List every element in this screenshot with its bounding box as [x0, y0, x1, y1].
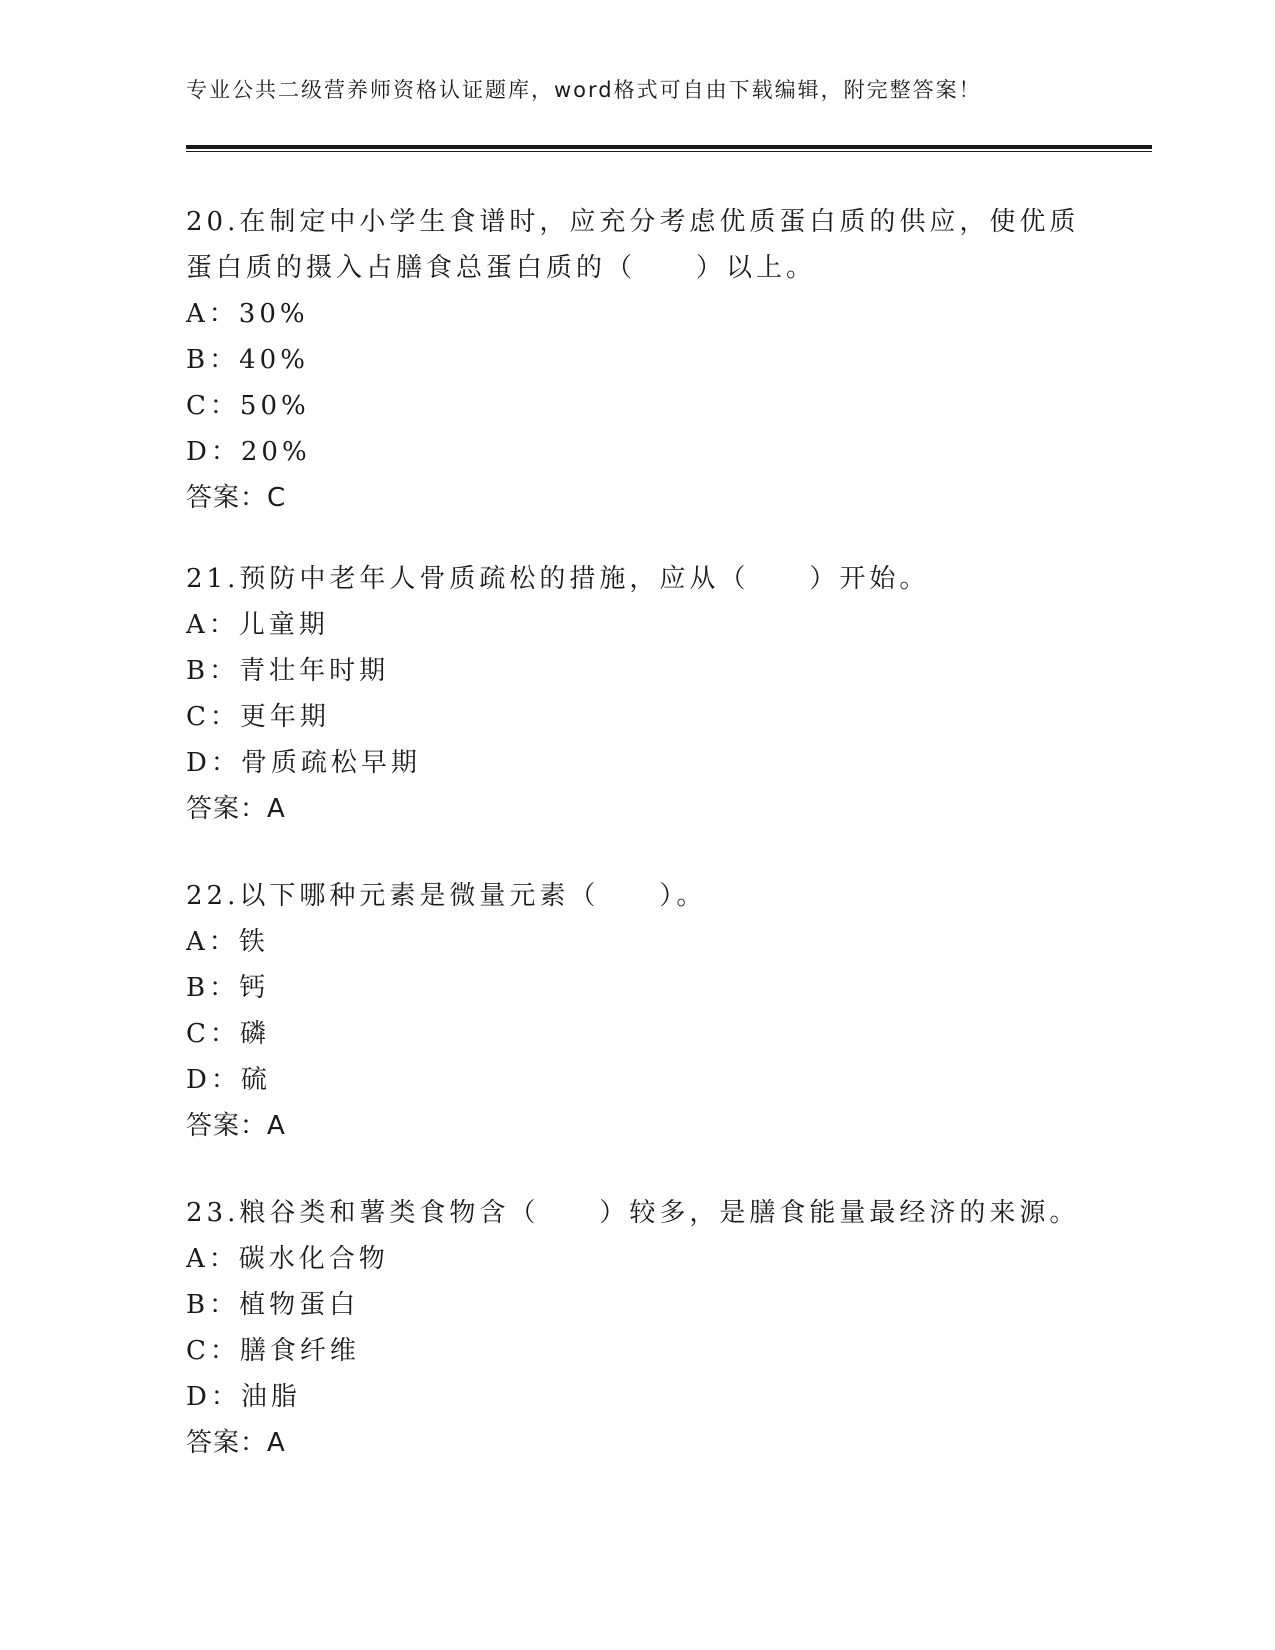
- option-letter: B：: [186, 345, 240, 375]
- option-d: [186, 740, 1086, 786]
- option-text: 油脂: [240, 1382, 301, 1412]
- option-letter: A：: [186, 927, 239, 957]
- option-a: [186, 291, 1086, 337]
- option-text: 碳水化合物: [238, 1244, 389, 1274]
- option-b: [186, 337, 1086, 383]
- header-divider-thick: [186, 145, 1152, 149]
- question-23: [186, 1190, 1086, 1466]
- answer-label: 答案：A: [186, 1428, 286, 1458]
- option-letter: B：: [186, 656, 240, 686]
- option-letter: A：: [186, 1244, 239, 1274]
- option-letter: D：: [186, 748, 241, 778]
- option-letter: B：: [186, 973, 240, 1003]
- option-a: [186, 1236, 1086, 1282]
- option-text: 膳食纤维: [239, 1336, 360, 1366]
- option-c: [186, 1328, 1086, 1374]
- question-22: [186, 873, 1086, 1149]
- option-text: 30%: [238, 299, 309, 329]
- option-b: [186, 1282, 1086, 1328]
- option-letter: A：: [186, 610, 239, 640]
- option-d: [186, 429, 1086, 475]
- option-letter: D：: [186, 1065, 241, 1095]
- option-letter: D：: [186, 437, 241, 467]
- option-letter: C：: [186, 702, 240, 732]
- option-d: [186, 1374, 1086, 1420]
- option-text: 骨质疏松早期: [240, 748, 421, 778]
- option-text: 磷: [239, 1019, 270, 1049]
- option-b: [186, 965, 1086, 1011]
- question-stem: 20.在制定中小学生食谱时，应充分考虑优质蛋白质的供应，使优质蛋白质的摄入占膳食总蛋白质的（ ）以上。: [186, 207, 1080, 283]
- header-divider-thin: [186, 151, 1152, 152]
- option-c: [186, 383, 1086, 429]
- question-stem: 21.预防中老年人骨质疏松的措施，应从（ ）开始。: [186, 564, 930, 594]
- option-d: [186, 1057, 1086, 1103]
- option-letter: A：: [186, 299, 239, 329]
- option-letter: C：: [186, 391, 240, 421]
- question-stem: 23.粮谷类和薯类食物含（ ）较多，是膳食能量最经济的来源。: [186, 1198, 1080, 1228]
- question-21: [186, 556, 1086, 832]
- option-b: [186, 648, 1086, 694]
- option-a: [186, 602, 1086, 648]
- option-text: 20%: [240, 437, 311, 467]
- option-text: 铁: [238, 927, 269, 957]
- answer-label: 答案：C: [186, 483, 287, 513]
- option-letter: D：: [186, 1382, 241, 1412]
- page-header-title: 专业公共二级营养师资格认证题库，word格式可自由下载编辑，附完整答案！: [186, 78, 982, 102]
- question-20: [186, 199, 1086, 521]
- option-text: 儿童期: [238, 610, 329, 640]
- option-letter: C：: [186, 1019, 240, 1049]
- option-text: 硫: [240, 1065, 271, 1095]
- option-text: 钙: [239, 973, 270, 1003]
- answer-label: 答案：A: [186, 794, 286, 824]
- option-text: 青壮年时期: [239, 656, 390, 686]
- option-letter: C：: [186, 1336, 240, 1366]
- question-stem: 22.以下哪种元素是微量元素（ ）。: [186, 881, 707, 911]
- answer-label: 答案：A: [186, 1111, 286, 1141]
- option-letter: B：: [186, 1290, 240, 1320]
- option-c: [186, 694, 1086, 740]
- option-a: [186, 919, 1086, 965]
- option-text: 更年期: [239, 702, 330, 732]
- option-c: [186, 1011, 1086, 1057]
- option-text: 50%: [239, 391, 310, 421]
- option-text: 40%: [239, 345, 309, 375]
- option-text: 植物蛋白: [239, 1290, 360, 1320]
